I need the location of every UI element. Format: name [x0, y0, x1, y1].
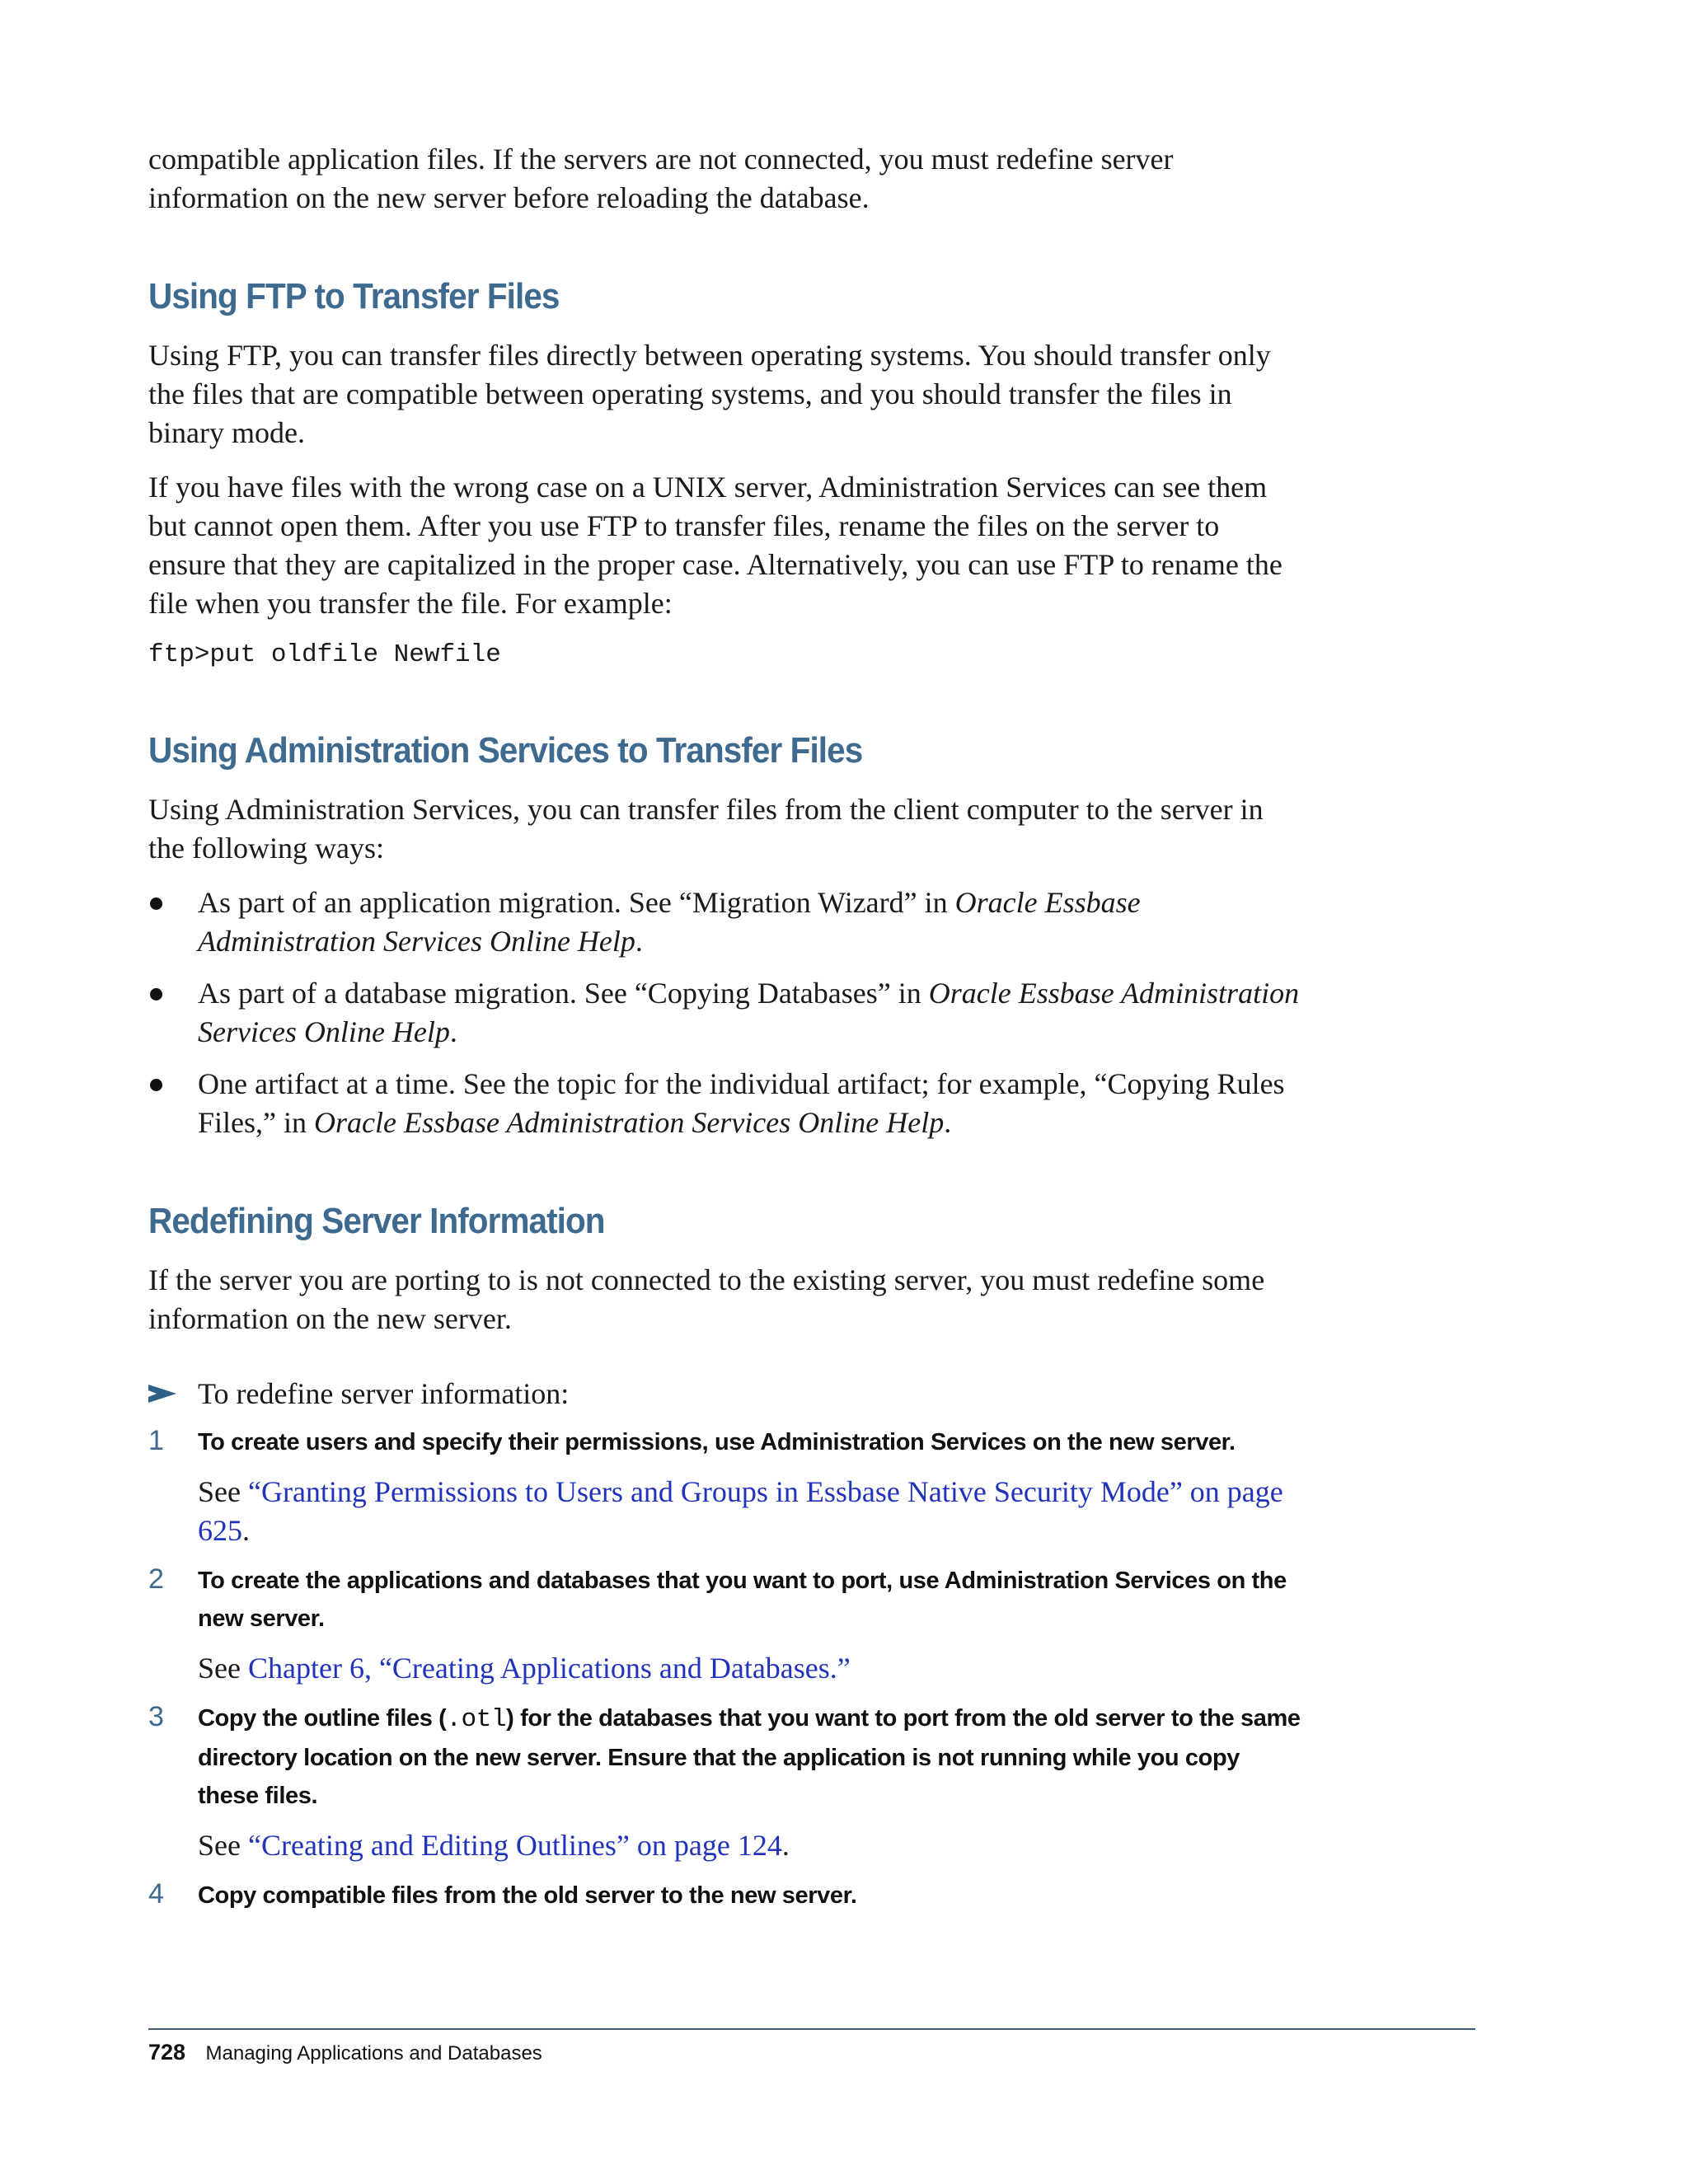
procedure-intro	[148, 1375, 1302, 1413]
step-number: 1	[148, 1425, 164, 1456]
step-instruction: Copy compatible files from the old server to the new server.	[198, 1882, 857, 1909]
step-text-pre: Copy the outline files (	[198, 1705, 447, 1732]
cross-reference-link[interactable]: Chapter 6, “Creating Applications and Databases.”	[247, 1652, 851, 1685]
see-suffix: .	[242, 1514, 250, 1547]
see-prefix: See	[198, 1829, 248, 1862]
ftp-code-example: ftp>put oldfile Newfile	[148, 640, 501, 669]
see-prefix: See	[198, 1475, 248, 1508]
step-number: 4	[148, 1878, 164, 1910]
bullet-book-title: Oracle Essbase Administration Services Online Help	[198, 886, 1141, 958]
bullet-punct: .	[449, 1015, 457, 1048]
step-reference	[198, 1649, 1302, 1688]
step-instruction	[198, 1699, 1302, 1815]
ftp-section	[148, 274, 1302, 672]
step-number: 2	[148, 1563, 164, 1595]
step-reference	[198, 1826, 1302, 1865]
step-1	[148, 1423, 1302, 1550]
admin-services-section	[148, 728, 1302, 1142]
step-3	[148, 1699, 1302, 1865]
ftp-paragraph-2: If you have files with the wrong case on a UNIX server, Administration Services can see them but cannot open them. After you use FTP to transfer files, rename the files on the server to ensure that they are capitalized in the proper case. Alternatively, you can use FTP to rename the file when you transfer the file. For example:	[148, 471, 1282, 620]
bullet-icon	[150, 988, 162, 1001]
list-item	[148, 883, 1302, 961]
admin-services-paragraph: Using Administration Services, you can transfer files from the client computer to the server in the following ways:	[148, 793, 1264, 865]
file-extension-code: .otl	[446, 1705, 507, 1734]
intro-paragraph: compatible application files. If the servers are not connected, you must redefine server information on the new server before reloading the database.	[148, 143, 1174, 214]
bullet-book-title: Oracle Essbase Administration Services Online Help	[314, 1106, 945, 1139]
chapter-title: Managing Applications and Databases	[205, 2042, 542, 2064]
bullet-punct: .	[635, 925, 643, 958]
list-item	[148, 1065, 1302, 1142]
step-instruction: To create users and specify their permissions, use Administration Services on the new server.	[198, 1429, 1236, 1455]
redefine-paragraph: If the server you are porting to is not connected to the existing server, you must redefine some information on the new server.	[148, 1263, 1265, 1335]
cross-reference-link[interactable]: “Granting Permissions to Users and Groups in Essbase Native Security Mode” on page 625	[198, 1475, 1283, 1547]
see-suffix: .	[781, 1829, 790, 1862]
procedure-label: To redefine server information:	[198, 1377, 570, 1410]
bullet-book-title: Oracle Essbase Administration Services Online Help	[198, 977, 1300, 1048]
bullet-icon	[150, 1079, 162, 1091]
step-2	[148, 1562, 1302, 1688]
bullet-icon	[150, 898, 162, 910]
bullet-text: As part of an application migration. See “Migration Wizard” in	[198, 886, 955, 919]
step-4	[148, 1877, 1302, 1915]
bullet-punct: .	[944, 1106, 952, 1139]
redefine-heading: Redefining Server Information	[148, 1201, 605, 1241]
page-number: 728	[148, 2040, 186, 2064]
bullet-text: One artifact at a time. See the topic for the individual artifact; for example, “Copying Rules Files,” in	[198, 1067, 1285, 1139]
page-footer	[148, 2040, 542, 2065]
ftp-paragraph-1: Using FTP, you can transfer files directly between operating systems. You should transfer only the files that are compatible between operating systems, and you should transfer the files in binary mode.	[148, 339, 1271, 449]
ftp-heading: Using FTP to Transfer Files	[148, 276, 560, 316]
bullet-text: As part of a database migration. See “Copying Databases” in	[198, 977, 929, 1010]
list-item	[148, 974, 1302, 1052]
admin-services-heading: Using Administration Services to Transfer Files	[148, 730, 863, 771]
redefine-section	[148, 1198, 1302, 1915]
step-instruction: To create the applications and databases that you want to port, use Administration Services on the new server.	[198, 1568, 1287, 1632]
procedure-arrow-icon	[148, 1385, 176, 1403]
see-prefix: See	[198, 1652, 248, 1685]
step-number: 3	[148, 1701, 164, 1732]
admin-services-bullet-list	[148, 883, 1302, 1142]
step-text-post: ) for the databases that you want to port from the old server to the same directory location on the new server. Ensure that the application is not running while you copy these files.	[198, 1705, 1301, 1809]
cross-reference-link[interactable]: “Creating and Editing Outlines” on page 124	[247, 1829, 782, 1862]
page-content	[148, 140, 1302, 1926]
step-reference	[198, 1473, 1302, 1550]
footer-divider	[148, 2028, 1475, 2030]
